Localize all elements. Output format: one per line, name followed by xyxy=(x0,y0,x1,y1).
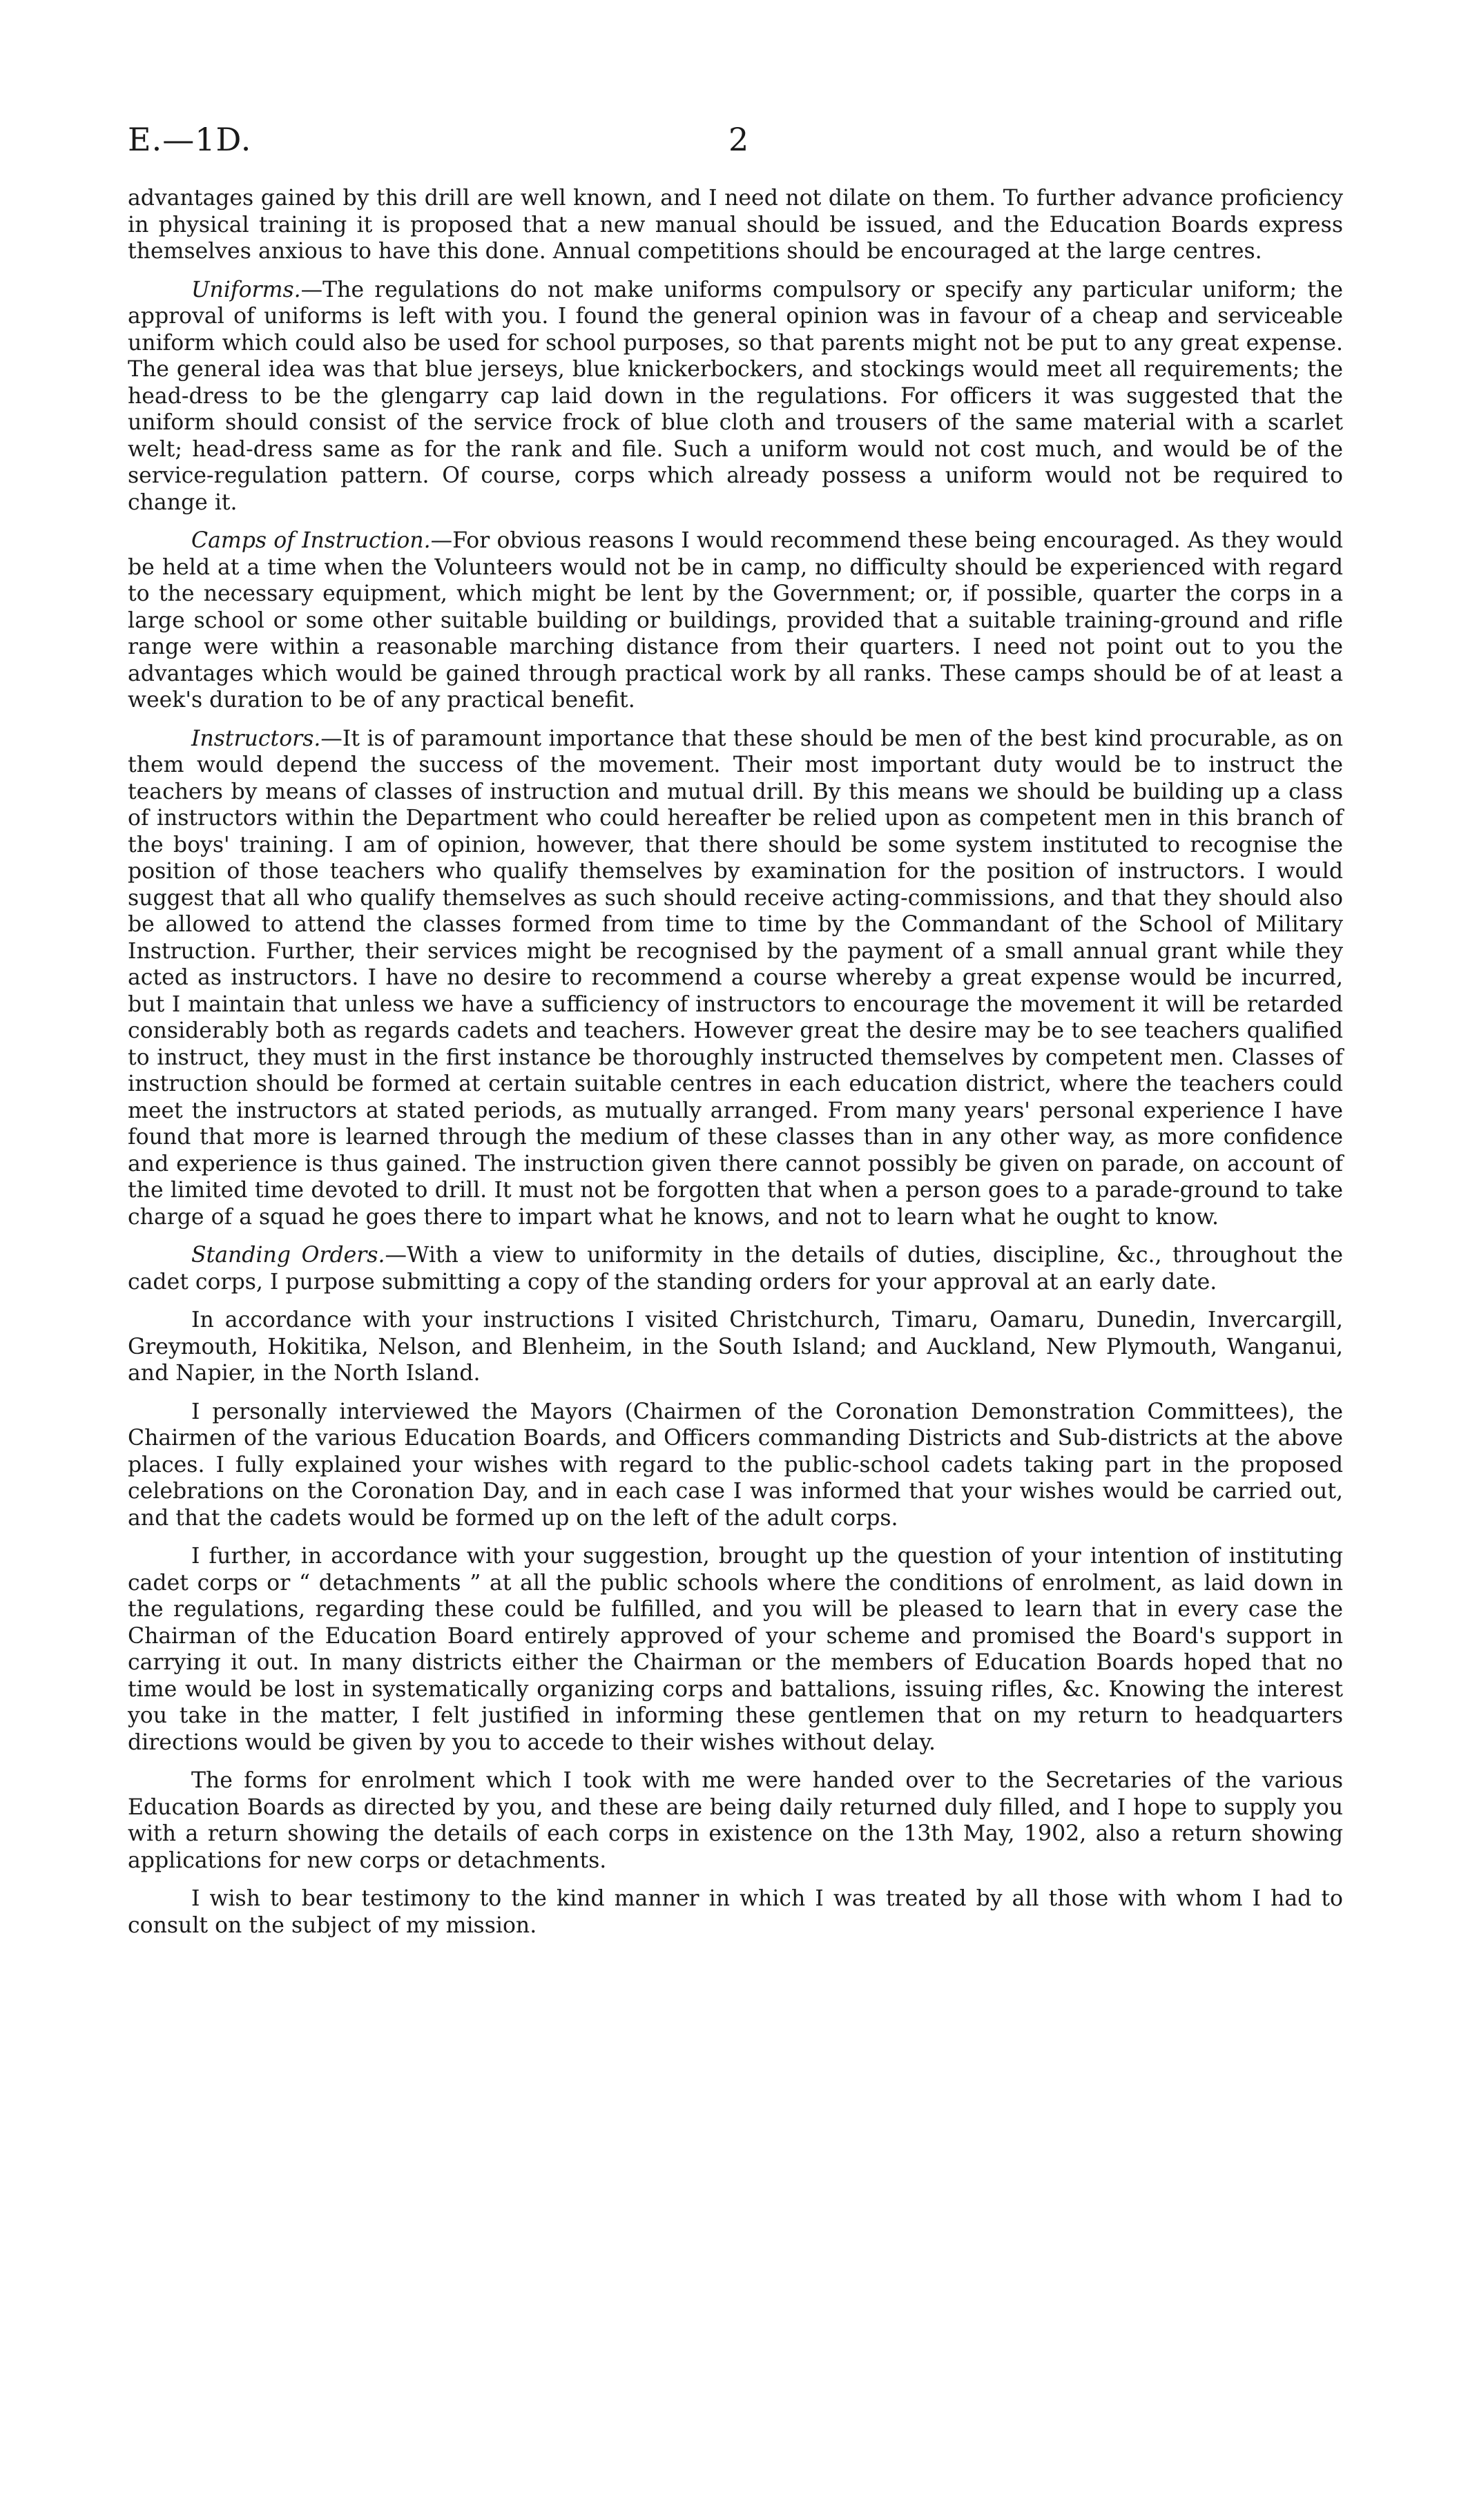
paragraph-text: —With a view to uniformity in the details of duties, discipline, &c., throughout the cadet corps, I purpose submitting a copy of the standing orders for your approval at an early date. xyxy=(128,1243,1343,1295)
paragraph xyxy=(128,1886,1343,1939)
paragraph xyxy=(128,1767,1343,1874)
section-heading: Instructors. xyxy=(191,726,321,751)
paragraph-text: I personally interviewed the Mayors (Chairmen of the Coronation Demonstration Committees), the Chairmen of the various Education Boards, and Officers commanding Districts and Sub-districts at the above places. I fully explained your wishes with regard to the public-school cadets taking part in the proposed celebrations on the Coronation Day, and in each case I was informed that your wishes would be carried out, and that the cadets would be formed up on the left of the adult corps. xyxy=(128,1399,1343,1531)
section-heading: Standing Orders. xyxy=(191,1243,385,1268)
paragraph xyxy=(128,1543,1343,1756)
section-heading: Camps of Instruction. xyxy=(191,528,431,553)
paragraph xyxy=(128,185,1343,265)
paragraph-uniforms xyxy=(128,277,1343,516)
paragraph-text: —It is of paramount importance that these should be men of the best kind procurable, as on them would depend the success of the movement. Their most important duty would be to instruct the teachers by means of classes of instruction and mutual drill. By this means we should be building up a class of instructors within the Department who could hereafter be relied upon as competent men in this branch of the boys' training. I am of opinion, however, that there should be some system instituted to recognise the position of those teachers who qualify themselves by examination for the position of instructors. I would suggest that all who qualify themselves as such should receive acting-commissions, and that they should also be allowed to attend the classes formed from time to time by the Commandant of the School of Military Instruction. Further, their services might be recognised by the payment of a small annual grant while they acted as instructors. I have no desire to recommend a course whereby a great expense would be incurred, but I maintain that unless we have a sufficiency of instructors to encourage the movement it will be retarded considerably both as regards cadets and teachers. However great the desire may be to see teachers qualified to instruct, they must in the first instance be thoroughly instructed themselves by competent men. Classes of instruction should be formed at certain suitable centres in each education district, where the teachers could meet the instructors at stated periods, as mutually arranged. From many years' personal experience I have found that more is learned through the medium of these classes than in any other way, as more confidence and experience is thus gained. The instruction given there cannot possibly be given on parade, on account of the limited time devoted to drill. It must not be forgotten that when a person goes to a parade-ground to take charge of a squad he goes there to impart what he knows, and not to learn what he ought to know. xyxy=(128,726,1343,1230)
paragraph-text: I further, in accordance with your suggestion, brought up the question of your intention of instituting cadet corps or “ detachments ” at all the public schools where the conditions of enrolment, as laid down in the regulations, regarding these could be fulfilled, and you will be pleased to learn that in every case the Chairman of the Education Board entirely approved of your scheme and promised the Board's support in carrying it out. In many districts either the Chairman or the members of Education Boards hoped that no time would be lost in systematically organizing corps and battalions, issuing rifles, &c. Knowing the interest you take in the matter, I felt justified in informing these gentlemen that on my return to headquarters directions would be given by you to accede to their wishes without delay. xyxy=(128,1544,1343,1755)
paragraph-standing-orders xyxy=(128,1242,1343,1295)
paragraph-text: I wish to bear testimony to the kind manner in which I was treated by all those with whom I had to consult on the subject of my mission. xyxy=(128,1886,1343,1938)
body-text xyxy=(128,185,1343,1950)
paragraph-text: —The regulations do not make uniforms compulsory or specify any particular uniform; the approval of uniforms is left with you. I found the general opinion was in favour of a cheap and serviceable uniform which could also be used for school purposes, so that parents might not be put to any great expense. The general idea was that blue jerseys, blue knickerbockers, and stockings would meet all requirements; the head-dress to be the glengarry cap laid down in the regulations. For officers it was suggested that the uniform should consist of the service frock of blue cloth and trousers of the same material with a scarlet welt; head-dress same as for the rank and file. Such a uniform would not cost much, and would be of the service-regulation pattern. Of course, corps which already possess a uniform would not be required to change it. xyxy=(128,277,1343,515)
paragraph xyxy=(128,1399,1343,1532)
paragraph-text: advantages gained by this drill are well known, and I need not dilate on them. To further advance proficiency in physical training it is proposed that a new manual should be issued, and the Education Boards express themselves anxious to have this done. Annual competitions should be encouraged at the large centres. xyxy=(128,186,1343,264)
document-reference: E.—1D. xyxy=(128,121,252,158)
section-heading: Uniforms. xyxy=(191,277,301,302)
page-number: 2 xyxy=(728,121,749,158)
paragraph-text: The forms for enrolment which I took with me were handed over to the Secretaries of the various Education Boards as directed by you, and these are being daily returned duly filled, and I hope to supply you with a return showing the details of each corps in existence on the 13th May, 1902, also a return showing applications for new corps or detachments. xyxy=(128,1768,1343,1873)
paragraph-camps xyxy=(128,527,1343,714)
paragraph-instructors xyxy=(128,726,1343,1231)
page-header xyxy=(128,121,1343,169)
paragraph-text: —For obvious reasons I would recommend these being encouraged. As they would be held at a time when the Volunteers would not be in camp, no difficulty should be experienced with regard to the necessary equipment, which might be lent by the Government; or, if possible, quarter the corps in a large school or some other suitable building or buildings, provided that a suitable training-ground and rifle range were within a reasonable marching distance from their quarters. I need not point out to you the advantages which would be gained through practical work by all ranks. These camps should be of at least a week's duration to be of any practical benefit. xyxy=(128,528,1343,713)
paragraph-text: In accordance with your instructions I visited Christchurch, Timaru, Oamaru, Dunedin, Invercargill, Greymouth, Hokitika, Nelson, and Blenheim, in the South Island; and Auckland, New Plymouth, Wanganui, and Napier, in the North Island. xyxy=(128,1308,1343,1386)
paragraph xyxy=(128,1307,1343,1387)
